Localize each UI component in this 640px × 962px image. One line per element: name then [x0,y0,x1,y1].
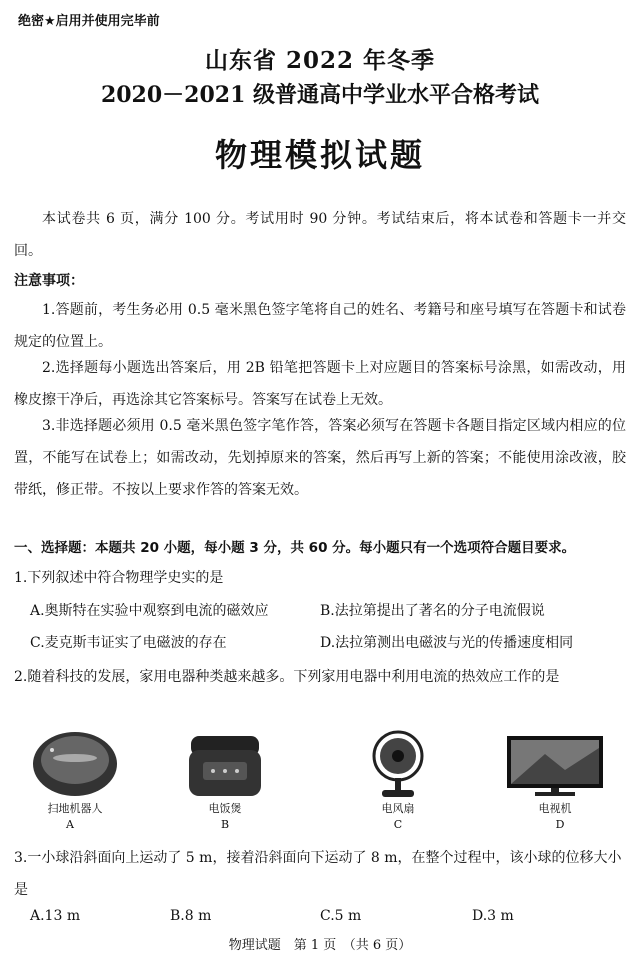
q2-image-letter-c: C [393,818,403,831]
q1-option-c: C.麦克斯韦证实了电磁波的存在 [30,635,227,651]
q1-option-d: D.法拉第测出电磁波与光的传播速度相同 [320,635,574,651]
exam-title-line1: 山东省 2022 年冬季 [204,47,436,74]
q3-option-a: A.13 m [30,908,81,924]
section-heading: 一、选择题：本题共 20 小题，每小题 3 分，共 60 分。每小题只有一个选项符合题目要求。 [14,540,576,556]
q1-option-b: B.法拉第提出了著名的分子电流假说 [320,603,545,619]
q3-option-d: D.3 m [472,908,514,924]
note-item-3: 3.非选择题必须用 0.5 毫米黑色签字笔作答，答案必须写在答题卡各题目指定区域内相应的位置，不能写在试卷上；如需改动，先划掉原来的答案，然后再写上新的答案；不能使用涂改液，胶带纸，修正带。不按以上要求作答的答案无效。 [14,418,626,498]
q2-image-label-b: 电饭煲 [208,802,242,815]
q2-image-letter-d: D [555,818,565,831]
note-item-1: 1.答题前，考生务必用 0.5 毫米黑色签字笔将自己的姓名、考籍号和座号填写在答题卡和试卷规定的位置上。 [14,302,626,350]
intro-paragraph: 本试卷共 6 页，满分 100 分。考试用时 90 分钟。考试结束后，将本试卷和答题卡一并交回。 [14,211,626,259]
q2-image-letter-b: B [220,818,230,831]
confidential-notice: 绝密★启用并使用完毕前 [18,14,160,29]
q2-image-label-a: 扫地机器人 [47,802,103,815]
q3-option-b: B.8 m [170,908,212,924]
electric-fan-icon [368,730,428,800]
robot-vacuum-icon [30,728,120,798]
q2-image-label-d: 电视机 [538,802,572,815]
question-3-stem: 3.一小球沿斜面向上运动了 5 m，接着沿斜面向下运动了 8 m，在整个过程中，该小球的位移大小是 [14,850,622,898]
question-1-stem: 1.下列叙述中符合物理学史实的是 [14,570,224,586]
note-item-2: 2.选择题每小题选出答案后，用 2B 铅笔把答题卡上对应题目的答案标号涂黑，如需改动，用橡皮擦干净后，再选涂其它答案标号。答案写在试卷上无效。 [14,360,626,408]
rice-cooker-icon [185,728,265,800]
exam-title-line2: 2020－2021 级普通高中学业水平合格考试 [100,82,540,108]
question-2-stem: 2.随着科技的发展，家用电器种类越来越多。下列家用电器中利用电流的热效应工作的是 [14,669,560,685]
television-icon [505,734,605,798]
exam-subject-title: 物理模拟试题 [214,136,425,174]
q2-image-letter-a: A [66,818,74,831]
q3-option-c: C.5 m [320,908,362,924]
page-footer: 物理试题 第 1 页 （共 6 页） [228,938,412,953]
q1-option-a: A.奥斯特在实验中观察到电流的磁效应 [30,603,269,619]
q2-image-label-c: 电风扇 [381,802,415,815]
notes-heading: 注意事项： [14,273,84,289]
